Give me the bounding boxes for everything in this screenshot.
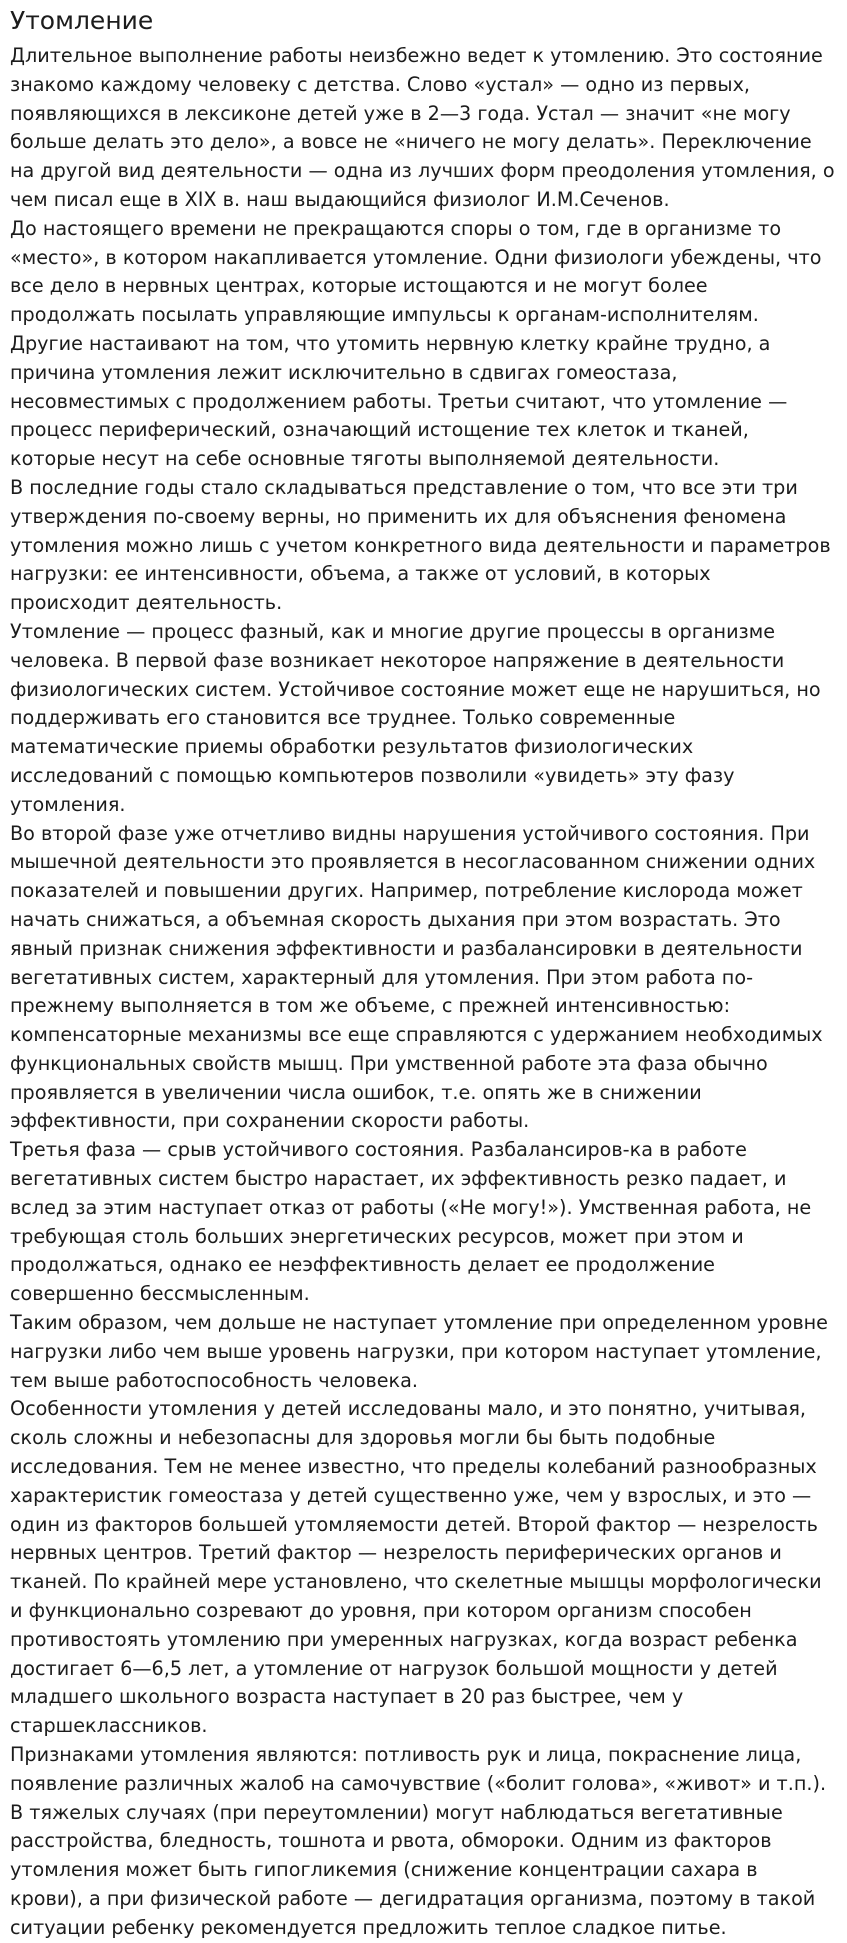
article-body: [10, 42, 835, 1943]
paragraph: Во второй фазе уже отчетливо видны нарушения устойчивого состояния. При мышечной деятельности это проявляется в несогласованном снижении одних показателей и повышении других. Например, потребление кислорода может начать снижаться, а объемная скорость дыхания при этом возрастать. Это явный признак снижения эффективности и разбалансировки в деятельности вегетативных систем, характерный для утомления. При этом работа по-прежнему выполняется в том же объеме, с прежней интенсивностью: компенсаторные механизмы все еще справляются с удержанием необходимых функциональных свойств мышц. При умственной работе эта фаза обычно проявляется в увеличении числа ошибок, т.е. опять же в снижении эффективности, при сохранении скорости работы.: [10, 821, 823, 1133]
page-title: Утомление: [10, 6, 154, 35]
paragraph: Третья фаза — срыв устойчивого состояния. Разбалансиров-ка в работе вегетативных систем быстро нарастает, их эффективность резко падает, и вслед за этим наступает отказ от работы («Не могу!»). Умственная работа, не требующая столь больших энергетических ресурсов, может при этом и продолжаться, однако ее неэффективность делает ее продолжение совершенно бессмысленным.: [10, 1138, 812, 1306]
paragraph: Особенности утомления у детей исследованы мало, и это понятно, учитывая, сколь сложны и небезопасны для здоровья могли бы быть подобные исследования. Тем не менее известно, что пределы колебаний разнообразных характеристик гомеостаза у детей существенно уже, чем у взрослых, и это — один из факторов большей утомляемости детей. Второй фактор — незрелость нервных центров. Третий фактор — незрелость периферических органов и тканей. По крайней мере установлено, что скелетные мышцы морфологически и функционально созревают до уровня, при котором организм способен противостоять утомлению при умеренных нагрузках, когда возраст ребенка достигает 6—6,5 лет, а утомление от нагрузок большой мощности у детей младшего школьного возраста наступает в 20 раз быстрее, чем у старшеклассников.: [10, 1397, 822, 1738]
paragraph: В последние годы стало складываться представление о том, что все эти три утверждения по-своему верны, но применить их для объяснения феномена утомления можно лишь с учетом конкретного вида деятельности и параметров нагрузки: ее интенсивности, объема, а также от условий, в которых происходит деятельность.: [10, 475, 831, 615]
paragraph: До настоящего времени не прекращаются споры о том, где в организме то «место», в котором накапливается утомление. Одни физиологи убеждены, что все дело в нервных центрах, которые истощаются и не могут более продолжать посылать управляющие импульсы к органам-исполнителям. Другие настаивают на том, что утомить нервную клетку крайне трудно, а причина утомления лежит исключительно в сдвигах гомеостаза, несовместимых с продолжением работы. Третьи считают, что утомление — процесс периферический, означающий истощение тех клеток и тканей, которые несут на себе основные тяготы выполняемой деятельности.: [10, 216, 822, 471]
paragraph: Утомление — процесс фазный, как и многие другие процессы в организме человека. В первой фазе возникает некоторое напряжение в деятельности физиологических систем. Устойчивое состояние может еще не нарушиться, но поддерживать его становится все труднее. Только современные математические приемы обработки результатов физиологических исследований с помощью компьютеров позволили «увидеть» эту фазу утомления.: [10, 619, 821, 816]
paragraph: Таким образом, чем дольше не наступает утомление при определенном уровне нагрузки либо чем выше уровень нагрузки, при котором наступает утомление, тем выше работоспособность человека.: [10, 1311, 828, 1392]
paragraph: Признаками утомления являются: потливость рук и лица, покраснение лица, появление различных жалоб на самочувствие («болит голова», «живот» и т.п.). В тяжелых случаях (при переутомлении) могут наблюдаться вегетативные расстройства, бледность, тошнота и рвота, обмороки. Одним из факторов утомления может быть гипогликемия (снижение концентрации сахара в крови), а при физической работе — дегидратация организма, поэтому в такой ситуации ребенку рекомендуется предложить теплое сладкое питье.: [10, 1743, 827, 1939]
paragraph: Длительное выполнение работы неизбежно ведет к утомлению. Это состояние знакомо каждому человеку с детства. Слово «устал» — одно из первых, появляющихся в лексиконе детей уже в 2—3 года. Устал — значит «не могу больше делать это дело», а вовсе не «ничего не могу делать». Переключение на другой вид деятельности — одна из лучших форм преодоления утомления, о чем писал еще в XIX в. наш выдающийся физиолог И.М.Сеченов.: [10, 44, 835, 211]
